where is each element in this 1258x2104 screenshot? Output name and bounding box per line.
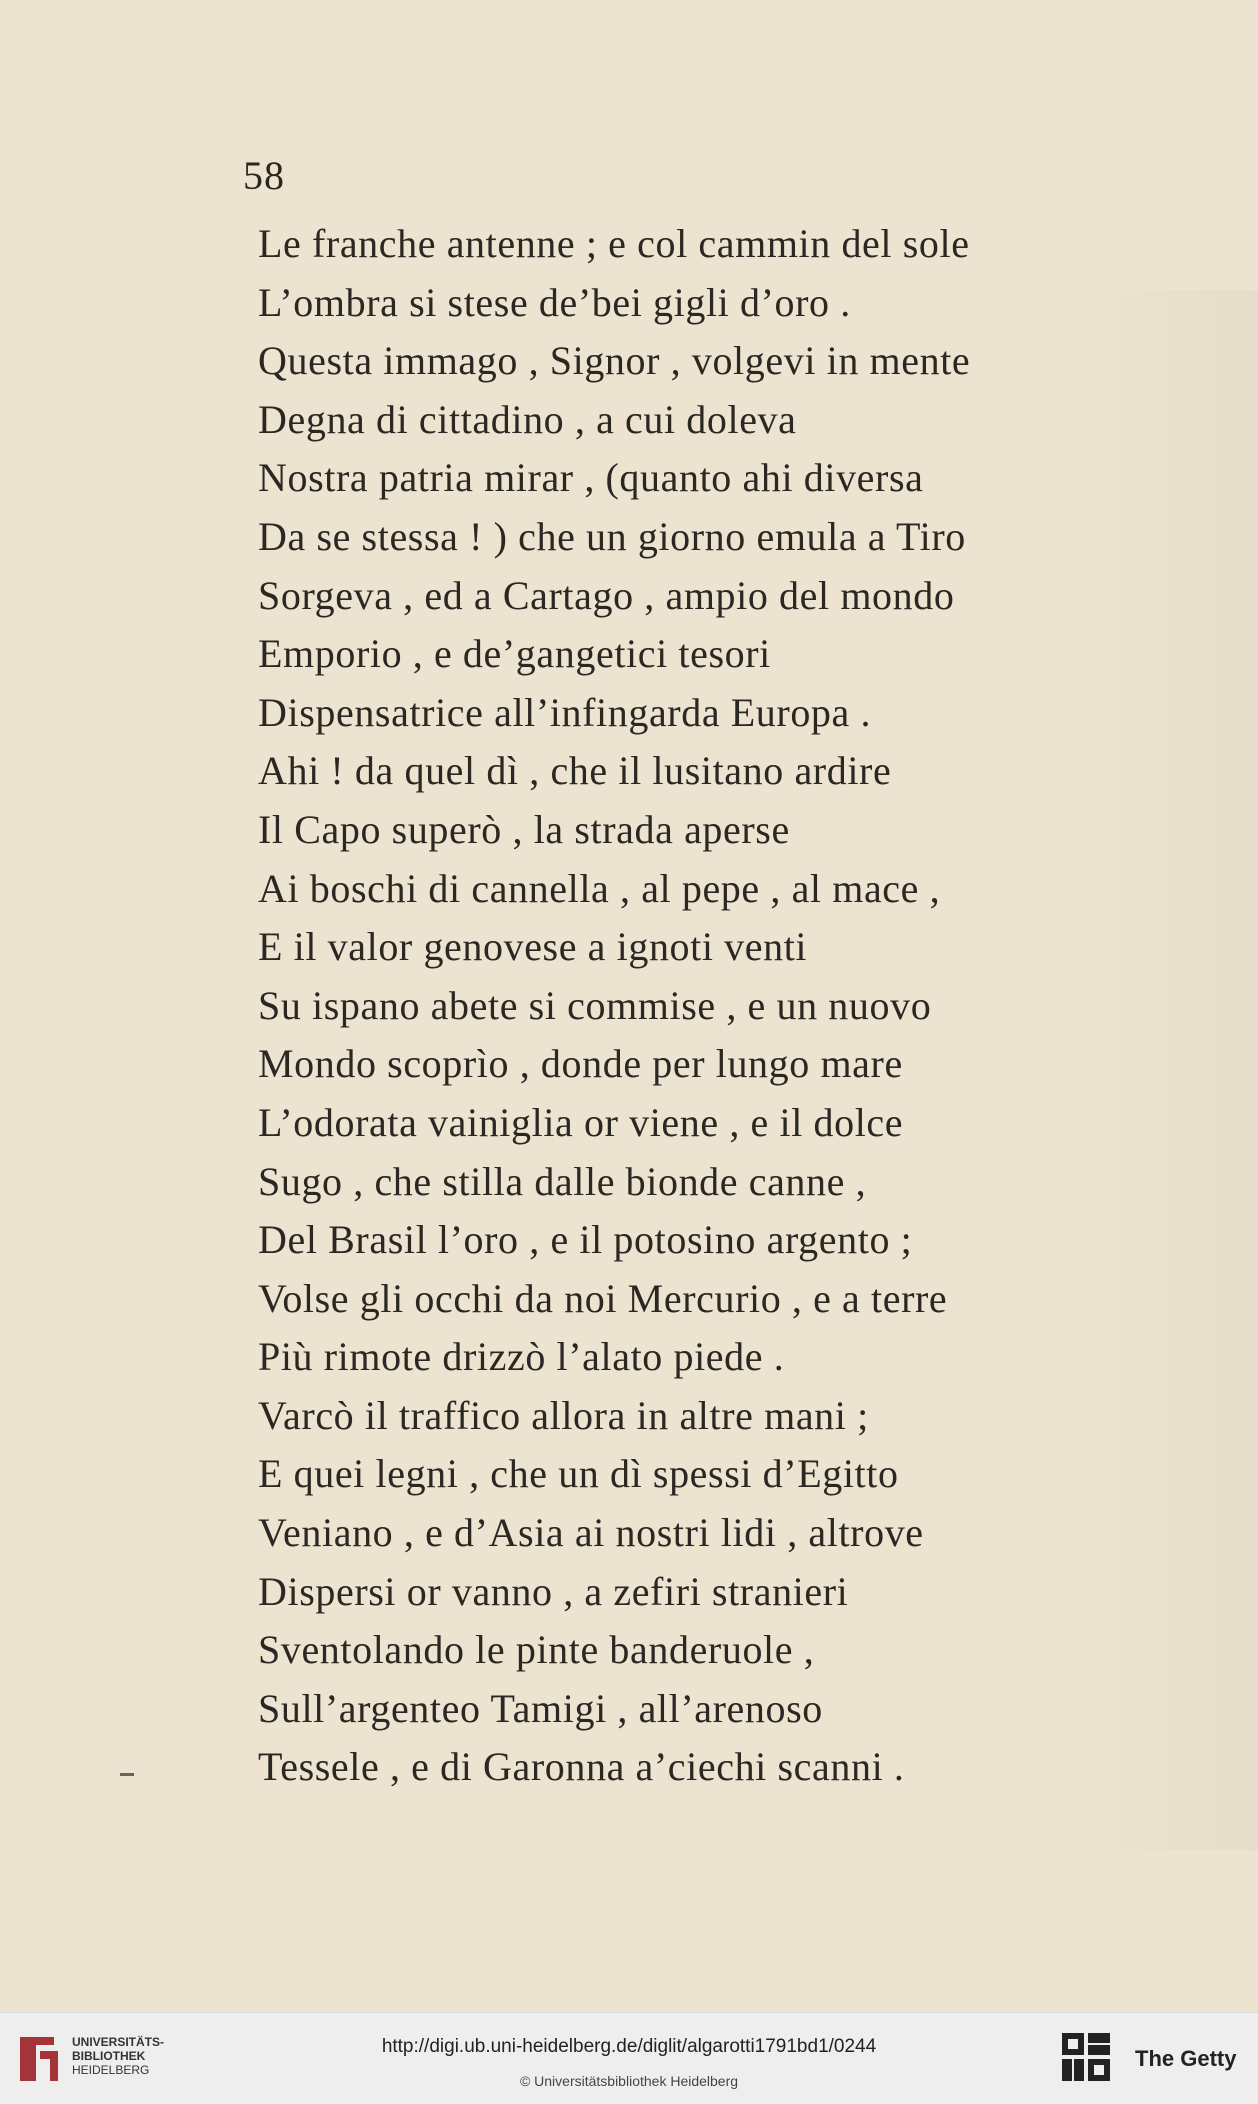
verse-line: Sugo , che stilla dalle bionde canne , bbox=[258, 1158, 867, 1204]
getty-name: The Getty bbox=[1135, 2046, 1237, 2071]
footer-bar bbox=[0, 2012, 1258, 2104]
verse-line: Su ispano abete si commise , e un nuovo bbox=[258, 982, 932, 1028]
verse-line: Degna di cittadino , a cui doleva bbox=[258, 396, 797, 442]
verse-line: L’ombra si stese de’bei gigli d’oro . bbox=[258, 279, 851, 325]
verse-line: Del Brasil l’oro , e il potosino argento ; bbox=[258, 1217, 913, 1263]
verse-line: Mondo scoprìo , donde per lungo mare bbox=[258, 1041, 903, 1087]
verse-line: Da se stessa ! ) che un giorno emula a Tiro bbox=[258, 513, 966, 559]
verse-line: E quei legni , che un dì spessi d’Egitto bbox=[258, 1451, 899, 1497]
verse-line: Sull’argenteo Tamigi , all’arenoso bbox=[258, 1685, 823, 1731]
verse-line: E il valor genovese a ignoti venti bbox=[258, 924, 808, 970]
library-name-line: HEIDELBERG bbox=[72, 2063, 150, 2077]
verse-line: Veniano , e d’Asia ai nostri lidi , altrove bbox=[258, 1510, 924, 1556]
library-name-line: BIBLIOTHEK bbox=[72, 2049, 146, 2063]
verse-line: Dispensatrice all’infingarda Europa . bbox=[258, 689, 872, 735]
verse-line: Il Capo superò , la strada aperse bbox=[258, 806, 790, 852]
verse-line: Le franche antenne ; e col cammin del sole bbox=[258, 221, 970, 266]
verse-line: Dispersi or vanno , a zefiri stranieri bbox=[258, 1568, 849, 1614]
verse-line: Tessele , e di Garonna a’ciechi scanni . bbox=[258, 1744, 905, 1790]
verse-line: Questa immago , Signor , volgevi in mente bbox=[258, 338, 971, 384]
document-url-link[interactable]: http://digi.ub.uni-heidelberg.de/diglit/algarotti1791bd1/0244 bbox=[381, 2036, 877, 2057]
verse-line: Ahi ! da quel dì , che il lusitano ardire bbox=[258, 748, 892, 794]
margin-mark bbox=[120, 1773, 134, 1776]
verse-line: Sventolando le pinte banderuole , bbox=[258, 1627, 815, 1673]
library-name-line: UNIVERSITÄTS- bbox=[72, 2035, 165, 2049]
verse-line: Ai boschi di cannella , al pepe , al mace , bbox=[258, 865, 941, 911]
verse-line: Nostra patria mirar , (quanto ahi diversa bbox=[258, 455, 924, 501]
verse-line: Volse gli occhi da noi Mercurio , e a terre bbox=[258, 1275, 948, 1321]
verse-line: L’odorata vainiglia or viene , e il dolce bbox=[258, 1099, 904, 1145]
verse-line: Varcò il traffico allora in altre mani ; bbox=[258, 1392, 869, 1438]
verse-line: Sorgeva , ed a Cartago , ampio del mondo bbox=[258, 572, 955, 618]
poem-text bbox=[258, 215, 1178, 1797]
copyright-notice: © Universitätsbibliothek Heidelberg bbox=[519, 2073, 739, 2089]
verse-line: Emporio , e de’gangetici tesori bbox=[258, 631, 771, 677]
page-number: 58 bbox=[243, 153, 285, 198]
getty-logo-icon bbox=[1060, 2031, 1112, 2087]
verse-line: Più rimote drizzò l’alato piede . bbox=[258, 1334, 785, 1380]
